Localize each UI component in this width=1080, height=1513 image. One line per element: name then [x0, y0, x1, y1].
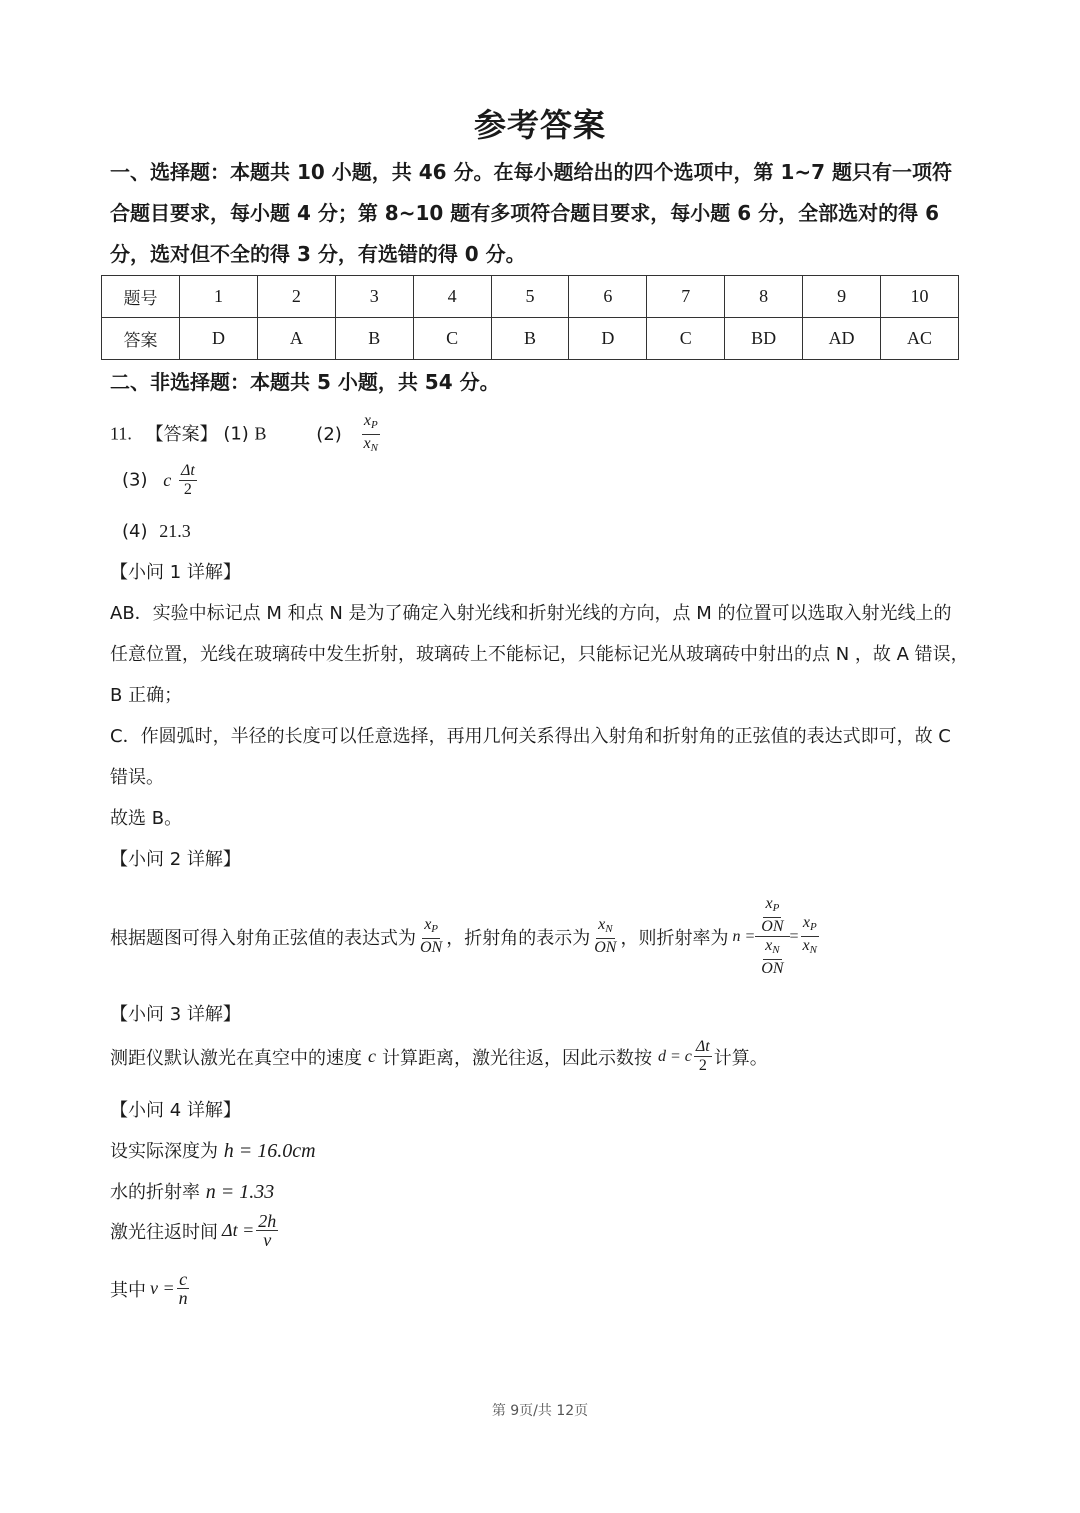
v-equals: v = [150, 1278, 175, 1298]
table-cell: 9 [803, 276, 881, 318]
table-cell: AC [881, 318, 959, 360]
part3-label: (3) [122, 469, 148, 491]
detail4-line [110, 1212, 280, 1249]
detail2-text: ，折射角的表示为 [446, 927, 591, 949]
detail4-text: 激光往返时间 [110, 1221, 218, 1243]
detail1-line: 故选 B。 [110, 808, 183, 829]
table-cell: C [647, 318, 725, 360]
table-cell: C [413, 318, 491, 360]
table-cell: A [257, 318, 335, 360]
page-title: 参考答案 [473, 106, 606, 144]
fraction-xp-over-xn: $\frac{x_P}{x_N}$ [363, 412, 378, 454]
detail3-text: 测距仪默认激光在真空中的速度 [110, 1047, 362, 1069]
detail3-heading: 【小问 3 详解】 [110, 1004, 241, 1025]
table-row [102, 318, 959, 360]
fraction-xp-over-on: $\frac{x_P}{ON}$ [420, 916, 443, 956]
fraction-dt-over-2: $\frac{\Delta t}{2}$ [695, 1038, 710, 1074]
answer-label: 【答案】 [145, 423, 218, 445]
detail4-line [110, 1178, 274, 1204]
page-footer: 第 9页/共 12页 [491, 1403, 589, 1419]
detail3-text: 计算。 [713, 1047, 768, 1069]
table-cell: D [569, 318, 647, 360]
equals-sign: = [789, 927, 799, 945]
compound-fraction: $\frac{x_P}{ON}$ $\frac{x_N}{ON}$ [755, 895, 789, 978]
table-cell: 10 [881, 276, 959, 318]
fraction-2h-over-v: $\frac{2h}{v}$ [258, 1211, 277, 1250]
detail1-line: B 正确； [110, 685, 183, 706]
detail3-text: 计算距离，激光往返，因此示数按 [382, 1047, 652, 1069]
detail1-line: C．作圆弧时，半径的长度可以任意选择，再用几何关系得出入射角和折射角的正弦值的表达式即可，故 C [110, 726, 951, 747]
speed-c: c [368, 1046, 376, 1066]
h-expression: h = 16.0cm [223, 1140, 316, 1162]
part4-label: (4) [122, 521, 148, 542]
table-row [102, 276, 959, 318]
detail2-formula-line [110, 895, 821, 978]
row-header-answer: 答案 [102, 318, 180, 360]
detail4-text: 设实际深度为 [110, 1141, 218, 1162]
section2-heading: 二、非选择题：本题共 5 小题，共 54 分。 [110, 370, 500, 394]
detail4-line [110, 1270, 192, 1307]
q11-answer-line [110, 412, 382, 457]
n-expression: n = 1.33 [205, 1181, 275, 1203]
detail4-heading: 【小问 4 详解】 [110, 1100, 241, 1121]
detail2-heading: 【小问 2 详解】 [110, 849, 241, 870]
detail1-line: 错误。 [110, 767, 164, 788]
table-cell: 4 [413, 276, 491, 318]
detail2-text: ，则折射率为 [620, 927, 729, 949]
table-cell: AD [803, 318, 881, 360]
answer-table [101, 275, 959, 360]
table-cell: 3 [335, 276, 413, 318]
fraction-dt-over-2: $\frac{\Delta t}{2}$ [180, 462, 195, 498]
table-cell: B [491, 318, 569, 360]
table-cell: 1 [180, 276, 258, 318]
d-equals-c: d = c [658, 1047, 692, 1065]
table-cell: 5 [491, 276, 569, 318]
section1-instructions: 一、选择题：本题共 10 小题，共 46 分。在每小题给出的四个选项中，第 1~7 题只有一项符合题目要求，每小题 4 分；第 8~10 题有多项符合题目要求，每小题 6 分，全部选对的得 6 分，选对但不全的得 3 分，有选错的得 0 分。 [110, 160, 953, 266]
dt-equals: Δt = [222, 1220, 255, 1240]
fraction-xp-over-xn-result: $\frac{x_P}{x_N}$ [802, 914, 817, 956]
table-cell: 2 [257, 276, 335, 318]
table-cell: BD [725, 318, 803, 360]
q11-part4-line [122, 521, 191, 542]
table-cell: B [335, 318, 413, 360]
speed-c: c [163, 469, 172, 490]
part1-value: B [254, 423, 267, 444]
detail4-text: 水的折射率 [110, 1182, 200, 1203]
table-cell: 7 [647, 276, 725, 318]
n-equals: n = [732, 927, 756, 945]
table-cell: 6 [569, 276, 647, 318]
detail1-block [110, 552, 972, 880]
fraction-c-over-n: $\frac{c}{n}$ [178, 1269, 188, 1308]
q11-number: 11. [110, 423, 132, 444]
q11-part3-line [122, 462, 199, 499]
detail1-line: AB．实验中标记点 M 和点 N 是为了确定入射光线和折射光线的方向，点 M 的位置可以选取入射光线上的 [110, 603, 952, 624]
detail1-heading: 【小问 1 详解】 [110, 562, 241, 583]
fraction-xn-over-on: $\frac{x_N}{ON}$ [594, 916, 617, 956]
part4-value: 21.3 [159, 521, 191, 541]
table-cell: D [180, 318, 258, 360]
detail1-line: 任意位置，光线在玻璃砖中发生折射，玻璃砖上不能标记，只能标记光从玻璃砖中射出的点 N ，故 A 错误， [110, 644, 969, 665]
row-header-number: 题号 [102, 276, 180, 318]
detail4-text: 其中 [110, 1279, 146, 1301]
detail2-text: 根据题图可得入射角正弦值的表达式为 [110, 927, 416, 949]
detail3-line [110, 1038, 768, 1075]
part2-label: (2) [316, 423, 342, 445]
detail4-line [110, 1137, 316, 1163]
part1-label: (1) [223, 423, 249, 445]
table-cell: 8 [725, 276, 803, 318]
